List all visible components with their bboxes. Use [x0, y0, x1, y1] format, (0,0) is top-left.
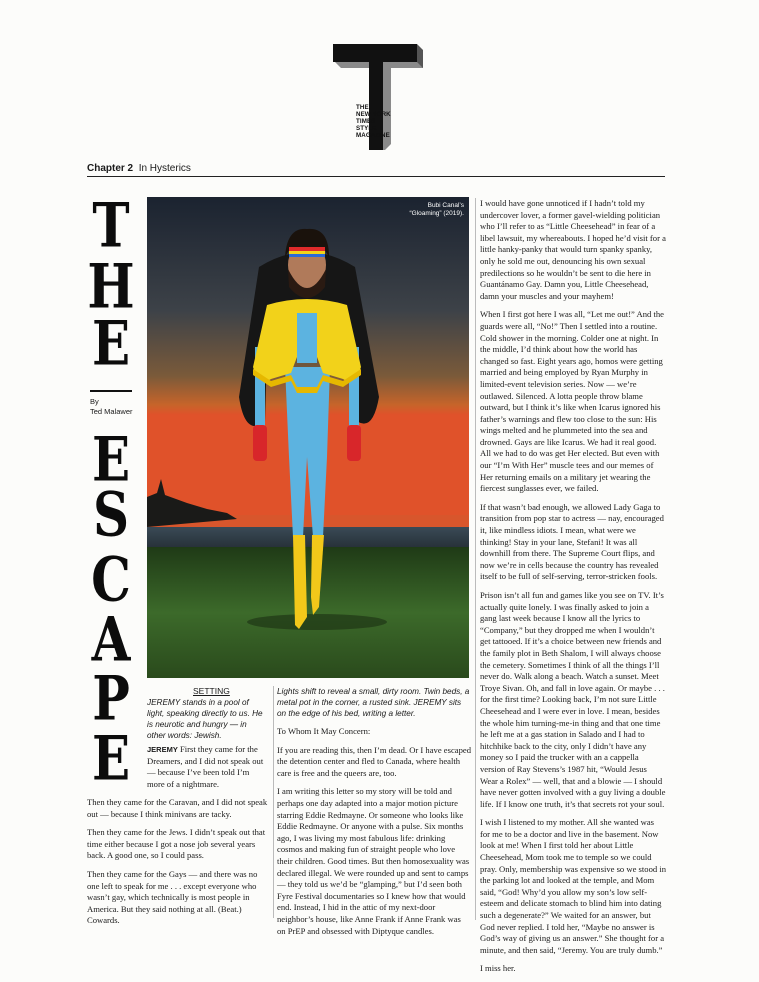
mag-line: MAGAZINE: [356, 132, 390, 139]
title-letter: C: [91, 543, 131, 616]
chapter-section: In Hysterics: [138, 163, 191, 174]
paragraph: I am writing this letter so my story will be told and perhaps one day adapted into a major motion picture starring Eddie Redmayne. Or someone who looks like Eddie Redmayne. Or anyone with a pulse. Six months ago, I was living my most fabulous life: drinking cosmos and making fun of straight people who love their children. Good times. But then homosexuality was declared illegal. We were rounded up and sent to camps — they told us we’d be “glamping,” but I’d seen both Fyre Festival documentaries so I knew how that would end. Instead, I hid in the attic of my next-door neighbor’s house, like Anne Frank if Anne Frank was on PrEP and obsessed with Diptyque candles.: [277, 786, 470, 936]
paragraph: I wish I listened to my mother. All she wanted was for me to be a doctor and live in the basement. Now look at me! When I first told her about Little Cheesehead, Mom took me to temple so we could pray. Only, membership was expensive so we stood in the parking lot and looked at the temple, and Mom said, “God! Why’d you allow my son’s low self-esteem and delicate stomach to blind him into dating such a degenerate?” We waited for an answer, but God never replied. I told her, “Maybe no answer is God’s way of giving us an answer.” She thought for a minute, and then said, “Jeremy. You are truly dumb.”: [480, 817, 667, 955]
setting-text: JEREMY stands in a pool of light, speaking directly to us. He is neurotic and hungry — in other words: Jewish.: [147, 698, 263, 740]
paragraph: I would have gone unnoticed if I hadn’t told my undercover lover, a former gavel-wielding politician who I’ll refer to as “Little Cheesehead” in fear of a libel lawsuit, my whereabouts. I hoped he’d visit for a little hanky-panky that would turn spanky spanky, only he sold me out, denouncing his own sexual predilections so he wouldn’t be sent to die here in Guantánamo Gay. Damn you, Little Cheesehead, damn your muscles and your mayhem!: [480, 198, 666, 301]
speaker-name: JEREMY: [147, 745, 178, 754]
title-letter: A: [91, 603, 131, 676]
title-letter: T: [92, 189, 130, 262]
gloaming-photo: [147, 197, 469, 678]
caption-line: Bubi Canal’s: [427, 202, 464, 209]
magazine-name: [356, 104, 404, 139]
paragraph: If that wasn’t bad enough, we allowed Lady Gaga to transition from pop star to actress — nay, encouraged it, like mindless idiots. I mean, what were we thinking! Stay in your lane, Stefani! It was all downhill from there. The Supreme Court flips, and now we’re in cells because the country has revealed itself to be full of self-serving, terror-stricken fools.: [480, 501, 664, 582]
paragraph: Then they came for the Jews. I didn’t speak out that time either because I got a nose job several years back. A good one, so I could pass.: [87, 827, 266, 861]
paragraph: I miss her.: [480, 963, 516, 974]
paragraph: Then they came for the Gays — and there was no one left to speak for me . . . except everyone who wasn’t gay, which technically is most people in America. But they said nothing at all. (Beat.) Cowards.: [87, 868, 258, 926]
setting-heading: SETTING: [193, 686, 230, 696]
mag-line: STYLE: [356, 125, 377, 132]
title-letter: S: [92, 478, 130, 551]
paragraph: Prison isn’t all fun and games like you see on TV. It’s actually quite lonely. I was finally asked to join a gang last week because I know all the lyrics to “Company,” but they dropped me when I wouldn’t get tattooed. If it’s a choice between new friends and the family plot in Beth Shalom, I will always choose the cemetery. Sometimes I think of all the things I’ll never do. Walk along a beach. Watch a sunset. Meet Troye Sivan. Oh, and fall in love again. Or maybe . . . for the first time? Looking back, I’m not sure Little Cheesehead and I were ever in love. I mean, besides the whole him turning-me-in thing and that one time he left me at a gas station in Salado and I had to hitchhike back to the city, only I didn’t have any money so I paid the trucker with an a cappella version of Ray Stevens’s 1987 hit, “Would Jesus Wear a Rolex” — well, that and a blowie — I should have never gotten involved with a guy living a double life. If I know one truth, it’s that secrets rot your soul.: [480, 590, 666, 809]
chapter-label: [87, 163, 191, 174]
stage-direction: Lights shift to reveal a small, dirty room. Twin beds, a metal pot in the corner, a rusted sink. JEREMY sits on the edge of his bed, writing a letter.: [277, 687, 470, 718]
chapter-number: Chapter 2: [87, 163, 134, 174]
byline-author: Ted Malawer: [90, 407, 133, 416]
mag-line: THE: [356, 104, 369, 111]
jeremy-speech: [147, 744, 269, 790]
title-letter: E: [91, 307, 131, 380]
mag-line: TIMES: [356, 118, 376, 125]
salutation: To Whom It May Concern:: [277, 726, 371, 736]
byline: [90, 397, 150, 417]
photo-caption: [380, 202, 464, 218]
byline-by: By: [90, 397, 99, 406]
title-letter: H: [87, 250, 135, 323]
left-column: [87, 797, 269, 934]
middle-column: [277, 686, 471, 944]
caption-line: “Gloaming” (2019).: [409, 210, 464, 217]
byline-rule: [90, 390, 132, 392]
right-column: [480, 198, 666, 982]
paragraph: When I first got here I was all, “Let me out!” And the guards were all, “No!” Then I settled into a routine. Cold shower in the morning. Colder one at night. In the middle, I’d think about how the world has changed so fast. Eight years ago, homos were getting married and being employed by Ryan Murphy in limited-event television series. Now — we’re outlawed. Silenced. A lotta people throw blame outward, but I think it’s like when Icarus ignored his father’s warnings and flew too close to the sun: His wings melted and he plummeted into the sea and drowned. Gays are like Icarus. We had it real good. All we had to do was get Her elected. But even with our “I’m With Her” muscle tees and our memes of Her returning emails on a military jet wearing the fiercest sunglasses ever, we failed.: [480, 309, 664, 494]
title-letter: E: [91, 423, 131, 496]
column-rule: [475, 198, 476, 920]
title-letter: P: [92, 662, 130, 735]
paragraph: Then they came for the Caravan, and I did not speak out — because I think minivans are tacky.: [87, 797, 268, 819]
speech-text: First they came for the Dreamers, and I did not speak out — because I’ve been told I’m more of a nightmare.: [147, 744, 264, 789]
paragraph: If you are reading this, then I’m dead. Or I have escaped the detention center and fled to Canada, where health care is free and the queers are, too.: [277, 744, 471, 778]
mag-line: NEW YORK: [356, 111, 391, 118]
column-rule: [273, 686, 274, 918]
header-rule: [87, 176, 665, 177]
title-letter: E: [91, 722, 131, 795]
